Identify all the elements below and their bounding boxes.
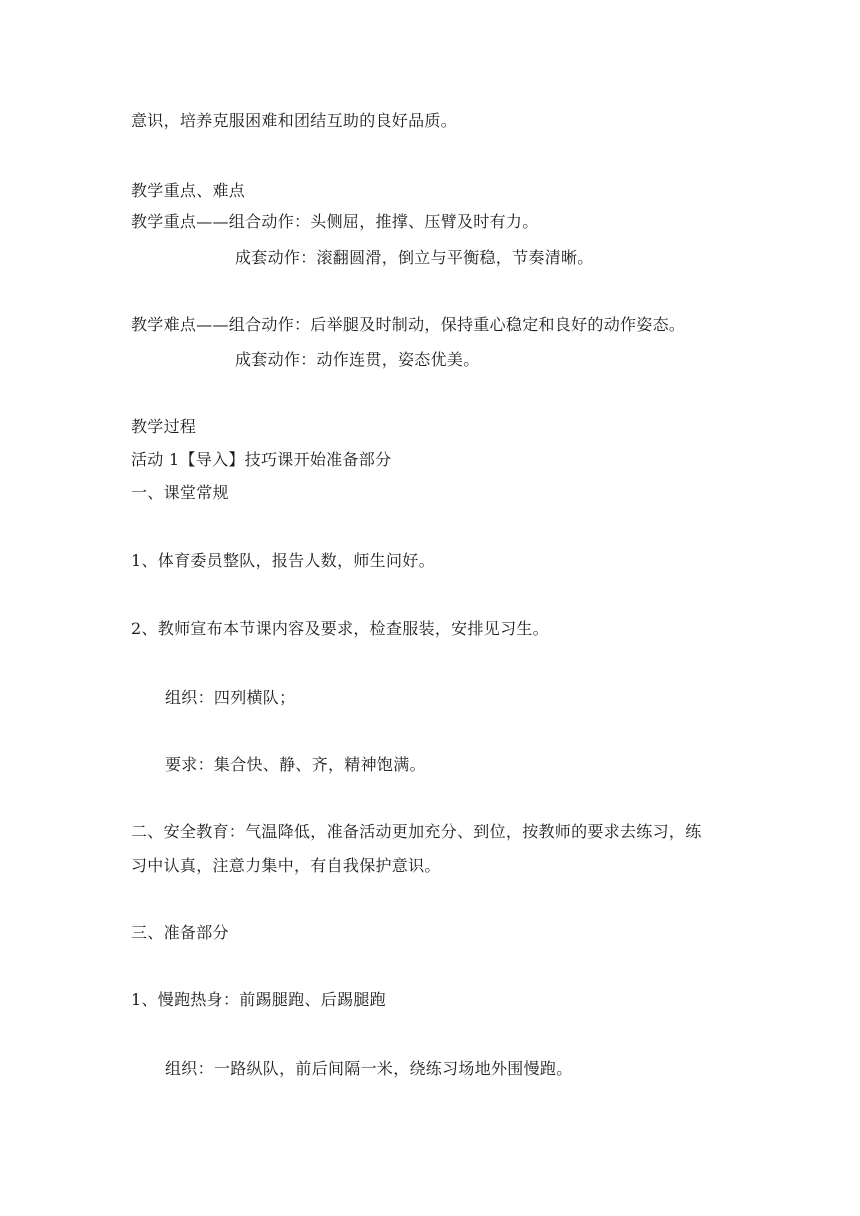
organization1-text: 组织：四列横队；: [165, 688, 296, 707]
teaching-difficulty-set-line: 成套动作：动作连贯，姿态优美。: [235, 350, 480, 369]
organization2-text: 组织：一路纵队，前后间隔一米，绕练习场地外围慢跑。: [165, 1059, 573, 1078]
activity-title: 活动 1【导入】技巧课开始准备部分: [131, 450, 392, 469]
teaching-focus-set-line: 成套动作：滚翻圆滑，倒立与平衡稳，节奏清晰。: [235, 248, 594, 267]
item2-text: 2、教师宣布本节课内容及要求，检查服装，安排见习生。: [131, 619, 549, 638]
section1-title: 一、课堂常规: [131, 483, 229, 502]
process-heading: 教学过程: [131, 417, 197, 436]
teaching-focus-line: 教学重点——组合动作：头侧屈，推撑、压臂及时有力。: [131, 212, 539, 231]
intro-continuation-text: 意识，培养克服困难和团结互助的良好品质。: [131, 111, 458, 130]
warmup-item-text: 1、慢跑热身：前踢腿跑、后踢腿跑: [131, 990, 386, 1009]
key-points-heading: 教学重点、难点: [131, 181, 246, 200]
requirement1-text: 要求：集合快、静、齐，精神饱满。: [165, 755, 426, 774]
section3-title: 三、准备部分: [131, 923, 229, 942]
section2-line2: 习中认真，注意力集中，有自我保护意识。: [131, 856, 441, 875]
teaching-difficulty-line: 教学难点——组合动作：后举腿及时制动，保持重心稳定和良好的动作姿态。: [131, 315, 686, 334]
item1-text: 1、体育委员整队，报告人数，师生问好。: [131, 551, 435, 570]
section2-line1: 二、安全教育：气温降低，准备活动更加充分、到位，按教师的要求去练习，练: [131, 822, 702, 841]
